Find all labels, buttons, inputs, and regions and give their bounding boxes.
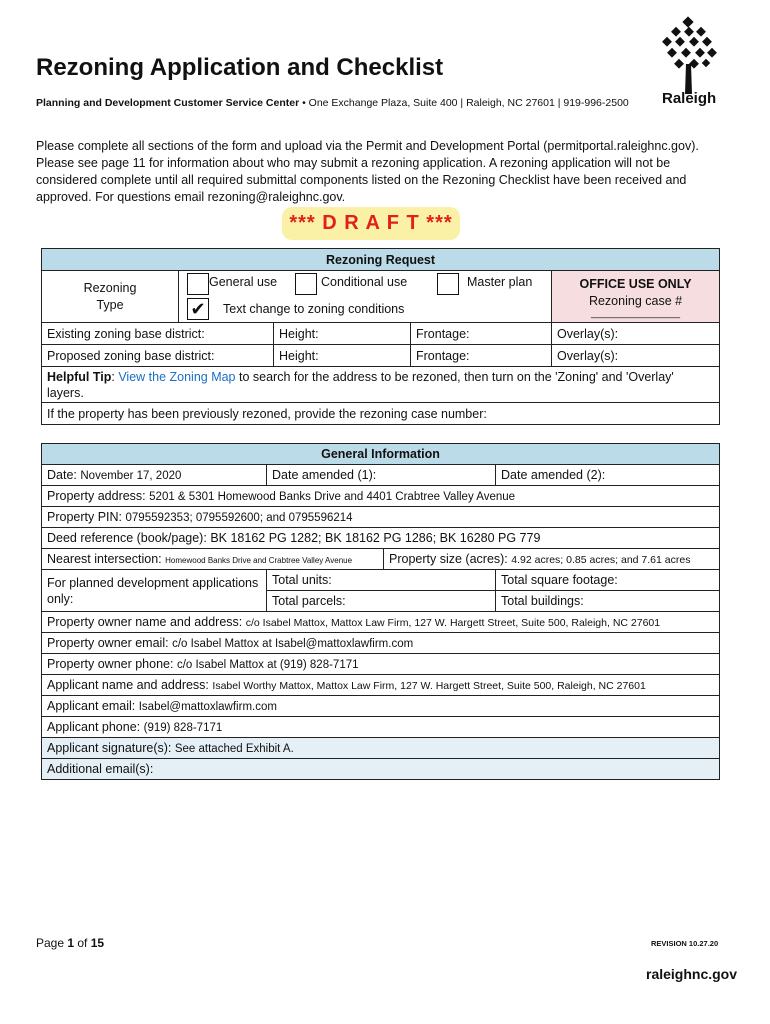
date-field[interactable]: Date: November 17, 2020 [42, 465, 267, 486]
planned-development-label: For planned development applications only: [42, 570, 267, 612]
previous-rezoning-field[interactable]: If the property has been previously rezoned, provide the rezoning case number: [42, 403, 720, 425]
office-use-box: OFFICE USE ONLY Rezoning case # ________________ [552, 271, 720, 323]
page-number: Page 1 of 15 [36, 936, 105, 950]
proposed-height-field[interactable]: Height: [274, 345, 411, 367]
general-information-header: General Information [42, 444, 720, 465]
proposed-zoning-field[interactable]: Proposed zoning base district: [42, 345, 274, 367]
total-parcels-field[interactable]: Total parcels: [267, 591, 496, 612]
raleigh-tree-logo-icon [656, 16, 724, 94]
nearest-intersection-field[interactable]: Nearest intersection: Homewood Banks Drive and Crabtree Valley Avenue [42, 549, 384, 570]
general-use-checkbox[interactable] [187, 273, 209, 295]
draft-banner: *** D R A F T *** [282, 207, 460, 240]
proposed-frontage-field[interactable]: Frontage: [411, 345, 552, 367]
text-change-checkbox[interactable]: ✔ [187, 298, 209, 320]
applicant-signature-field[interactable]: Applicant signature(s): See attached Exhibit A. [42, 738, 720, 759]
rezoning-type-label: Rezoning Type [42, 271, 179, 323]
applicant-name-field[interactable]: Applicant name and address: Isabel Worthy Mattox, Mattox Law Firm, 127 W. Hargett Street, Suite 500, Raleigh, NC 27601 [42, 675, 720, 696]
applicant-email-field[interactable]: Applicant email: Isabel@mattoxlawfirm.com [42, 696, 720, 717]
website-footer: raleighnc.gov [646, 966, 738, 982]
conditional-use-checkbox[interactable] [295, 273, 317, 295]
rezoning-request-table [41, 248, 720, 425]
revision-label: REVISION 10.27.20 [651, 939, 719, 948]
intro-paragraph: Please complete all sections of the form and upload via the Permit and Development Portal (permitportal.raleighnc.gov). Please see page 11 for information about who may submit a rezoning application. A rezoning application will not be considered complete until all required submittal components listed on the Rezoning Checklist have been received and approved. For questions email rezoning@raleighnc.gov. [36, 139, 699, 204]
date-amended-2-field[interactable]: Date amended (2): [496, 465, 720, 486]
existing-zoning-field[interactable]: Existing zoning base district: [42, 323, 274, 345]
total-units-field[interactable]: Total units: [267, 570, 496, 591]
zoning-map-link[interactable]: View the Zoning Map [118, 369, 236, 384]
proposed-overlay-field[interactable]: Overlay(s): [552, 345, 720, 367]
additional-emails-field[interactable]: Additional email(s): [42, 759, 720, 780]
property-pin-field[interactable]: Property PIN: 0795592353; 0795592600; and 0795596214 [42, 507, 720, 528]
conditional-use-option[interactable]: Conditional use [295, 273, 317, 295]
existing-overlay-field[interactable]: Overlay(s): [552, 323, 720, 345]
existing-height-field[interactable]: Height: [274, 323, 411, 345]
page-subtitle: Planning and Development Customer Service Center • One Exchange Plaza, Suite 400 | Raleigh, NC 27601 | 919-996-2500 [36, 97, 629, 109]
deed-reference-field[interactable]: Deed reference (book/page): BK 18162 PG 1282; BK 18162 PG 1286; BK 16280 PG 779 [42, 528, 720, 549]
helpful-tip: Helpful Tip: View the Zoning Map to search for the address to be rezoned, then turn on the 'Zoning' and 'Overlay' layers. [42, 367, 720, 403]
general-information-table [41, 443, 720, 780]
property-owner-email-field[interactable]: Property owner email: c/o Isabel Mattox at Isabel@mattoxlawfirm.com [42, 633, 720, 654]
date-amended-1-field[interactable]: Date amended (1): [267, 465, 496, 486]
master-plan-checkbox[interactable] [437, 273, 459, 295]
applicant-phone-field[interactable]: Applicant phone: (919) 828-7171 [42, 717, 720, 738]
total-buildings-field[interactable]: Total buildings: [496, 591, 720, 612]
property-address-field[interactable]: Property address: 5201 & 5301 Homewood Banks Drive and 4401 Crabtree Valley Avenue [42, 486, 720, 507]
page-title: Rezoning Application and Checklist [36, 54, 444, 81]
property-owner-phone-field[interactable]: Property owner phone: c/o Isabel Mattox at (919) 828-7171 [42, 654, 720, 675]
text-change-option[interactable]: ✔ Text change to zoning conditions [187, 298, 209, 320]
property-owner-name-field[interactable]: Property owner name and address: c/o Isabel Mattox, Mattox Law Firm, 127 W. Hargett Street, Suite 500, Raleigh, NC 27601 [42, 612, 720, 633]
master-plan-option[interactable]: Master plan [437, 273, 459, 295]
total-square-footage-field[interactable]: Total square footage: [496, 570, 720, 591]
rezoning-request-header: Rezoning Request [42, 249, 720, 271]
general-use-option[interactable]: General use [187, 273, 209, 295]
property-size-field[interactable]: Property size (acres): 4.92 acres; 0.85 acres; and 7.61 acres [384, 549, 720, 570]
existing-frontage-field[interactable]: Frontage: [411, 323, 552, 345]
logo-text: Raleigh [662, 90, 717, 107]
